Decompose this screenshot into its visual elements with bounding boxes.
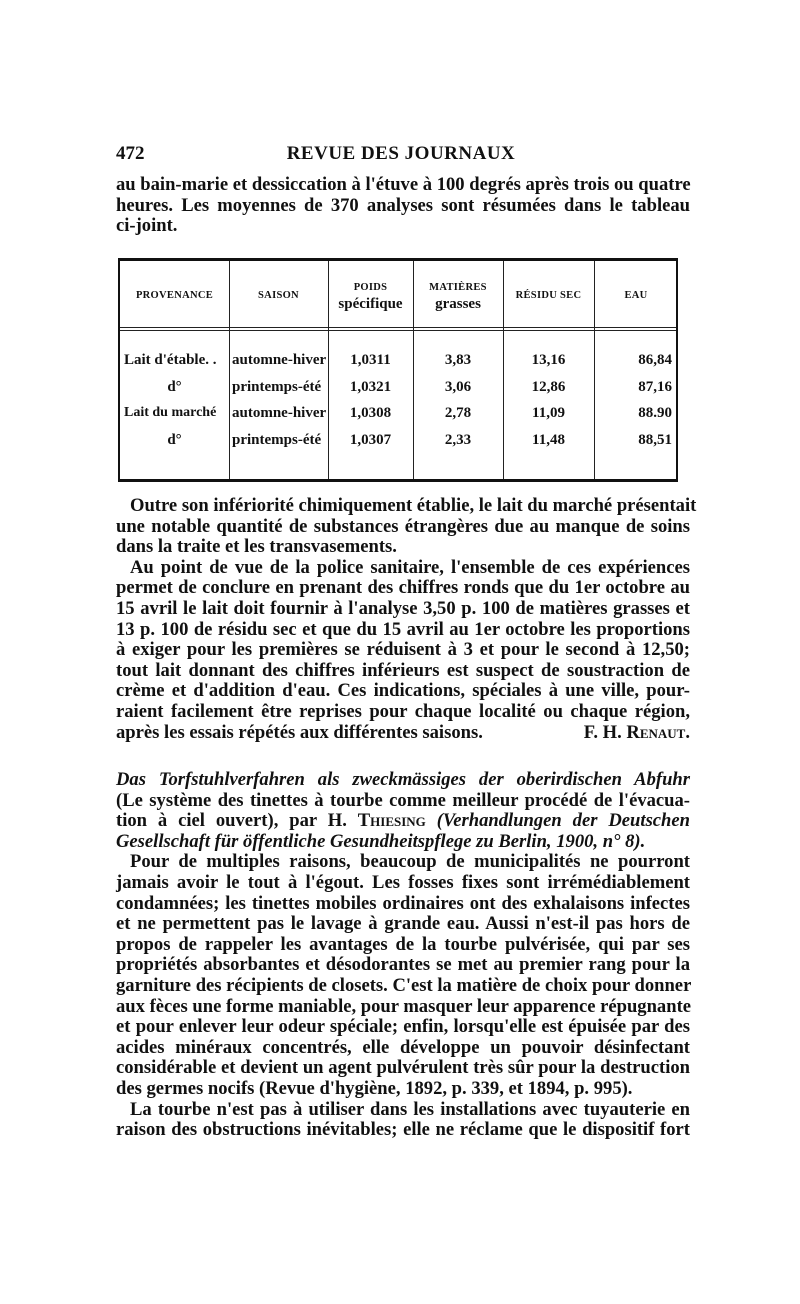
cell-provenance: d° <box>167 379 182 395</box>
article-title-german: Das Torfstuhlverfahren als zweckmässiges der oberirdischen Abfuhr <box>116 769 690 790</box>
text-line: (Le système des tinettes à tourbe comme meilleur procédé de l'évacua- <box>116 789 690 811</box>
text-line: garniture des récipients de closets. C'est la matière de choix pour donner <box>116 974 692 996</box>
text-line: aux fèces une forme maniable, pour masquer leur apparence répugnante <box>116 995 692 1017</box>
intro-paragraph <box>116 175 690 237</box>
header-saison: SAISON <box>258 290 299 301</box>
cell-residu: 11,09 <box>532 405 565 421</box>
header-residu-sec: RÉSIDU SEC <box>515 290 582 301</box>
tinettes-article <box>116 770 690 1141</box>
text-line: 13 p. 100 de résidu sec et que du 15 avril au 1er octobre les proportions <box>116 618 690 640</box>
text-line: 15 avril le lait doit fournir à l'analyse 3,50 p. 100 de matières grasses et <box>116 597 690 619</box>
cell-residu: 11,48 <box>532 432 565 448</box>
text-line <box>116 723 690 744</box>
cell-matieres: 3,06 <box>444 379 472 395</box>
header-rule <box>120 327 676 328</box>
text-line: raison des obstructions inévitables; elle ne réclame que le dispositif fort <box>116 1119 690 1141</box>
text-line: crème et d'addition d'eau. Ces indications, spéciales à une ville, pour- <box>116 680 690 702</box>
text-line: acides minéraux concentrés, elle développe un pouvoir désinfectant <box>116 1036 690 1058</box>
text-line: jamais avoir le tout à l'égout. Les fosses fixes sont irrémédiablement <box>116 871 690 893</box>
cell-provenance: Lait d'étable. . <box>124 352 217 368</box>
text-line: considérable et devient un agent pulvérulent très sûr pour la destruction <box>116 1057 690 1079</box>
text-line: permet de conclure en prenant des chiffres ronds que du 1er octobre au <box>116 577 690 599</box>
cell-eau: 87,16 <box>638 379 672 395</box>
cell-eau: 88.90 <box>638 405 672 421</box>
running-head <box>116 143 686 167</box>
cell-poids: 1,0308 <box>349 405 392 421</box>
header-eau: EAU <box>624 290 648 301</box>
cell-saison: printemps-été <box>232 432 322 448</box>
author-name: Thiesing <box>357 810 426 832</box>
cell-saison: automne-hiver <box>232 352 327 368</box>
text-line: raient facilement être reprises pour chaque localité ou chaque région, <box>116 700 690 722</box>
intro-line: au bain-marie et dessiccation à l'étuve à 100 degrés après trois ou quatre <box>116 174 691 195</box>
cell-saison: printemps-été <box>232 379 322 395</box>
cell-residu: 12,86 <box>531 379 566 395</box>
cell-residu: 13,16 <box>531 352 566 368</box>
text-line: Outre son infériorité chimiquement établie, le lait du marché présentait <box>130 495 697 516</box>
page-number: 472 <box>116 143 145 164</box>
intro-line: ci-joint. <box>116 215 178 237</box>
text-line: propos de rappeler les avantages de la tourbe pulvérisée, qui par ses <box>116 933 690 955</box>
milk-conclusion-paragraph <box>116 495 697 743</box>
author-signature: F. H. Renaut. <box>583 721 690 743</box>
cell-poids: 1,0307 <box>349 432 392 448</box>
citation-text: tion à ciel ouvert), par H. <box>116 810 358 832</box>
cell-saison: automne-hiver <box>232 405 327 421</box>
text-line: et ne permettent pas le lavage à grande eau. Aussi n'est-il pas hors de <box>116 913 690 935</box>
text-line: Au point de vue de la police sanitaire, l'ensemble de ces expériences <box>130 556 690 578</box>
journal-reference-line: Gesellschaft für öffentliche Gesundheitspflege zu Berlin, 1900, n° 8). <box>116 830 646 852</box>
header-rule <box>120 330 676 331</box>
text-line: condamnées; les tinettes mobiles ordinaires ont des exhalaisons infectes <box>116 892 690 914</box>
header-matieres-grasses: MATIÈRES grasses <box>429 282 487 312</box>
text-line-content: après les essais répétés aux différentes saisons. <box>116 721 483 743</box>
citation-line <box>116 811 690 832</box>
cell-poids: 1,0311 <box>350 352 391 368</box>
text-line: des germes nocifs (Revue d'hygiène, 1892, p. 339, et 1894, p. 995). <box>116 1077 633 1099</box>
cell-eau: 88,51 <box>638 432 672 448</box>
text-line: propriétés absorbantes et désodorantes se met au premier rang pour la <box>116 954 690 976</box>
journal-title: REVUE DES JOURNAUX <box>286 143 516 164</box>
cell-provenance: Lait du marché <box>124 405 217 420</box>
milk-analysis-table <box>118 258 678 482</box>
text-line: La tourbe n'est pas à utiliser dans les installations avec tuyauterie en <box>130 1098 690 1120</box>
cell-provenance: d° <box>167 432 182 448</box>
cell-matieres: 3,83 <box>444 352 472 368</box>
journal-reference: (Verhandlungen der Deutschen <box>425 810 690 832</box>
text-line: Pour de multiples raisons, beaucoup de municipalités ne pourront <box>130 851 690 873</box>
text-line: à exiger pour les premières se réduisent à 3 et pour le second à 12,50; <box>116 639 690 661</box>
cell-eau: 86,84 <box>638 352 672 368</box>
cell-poids: 1,0321 <box>349 379 392 395</box>
text-line: une notable quantité de substances étrangères due au manque de soins <box>116 515 690 537</box>
text-line: et pour enlever leur odeur spéciale; enfin, lorsqu'elle est épuisée par des <box>116 1016 690 1038</box>
cell-matieres: 2,33 <box>444 432 472 448</box>
text-line: tout lait donnant des chiffres inférieurs est suspect de soustraction de <box>116 659 690 681</box>
header-poids-specifique: POIDS spécifique <box>338 282 403 312</box>
header-provenance: PROVENANCE <box>135 290 214 301</box>
intro-line: heures. Les moyennes de 370 analyses sont résumées dans le tableau <box>116 194 690 216</box>
text-line: dans la traite et les transvasements. <box>116 536 397 558</box>
cell-matieres: 2,78 <box>444 405 472 421</box>
